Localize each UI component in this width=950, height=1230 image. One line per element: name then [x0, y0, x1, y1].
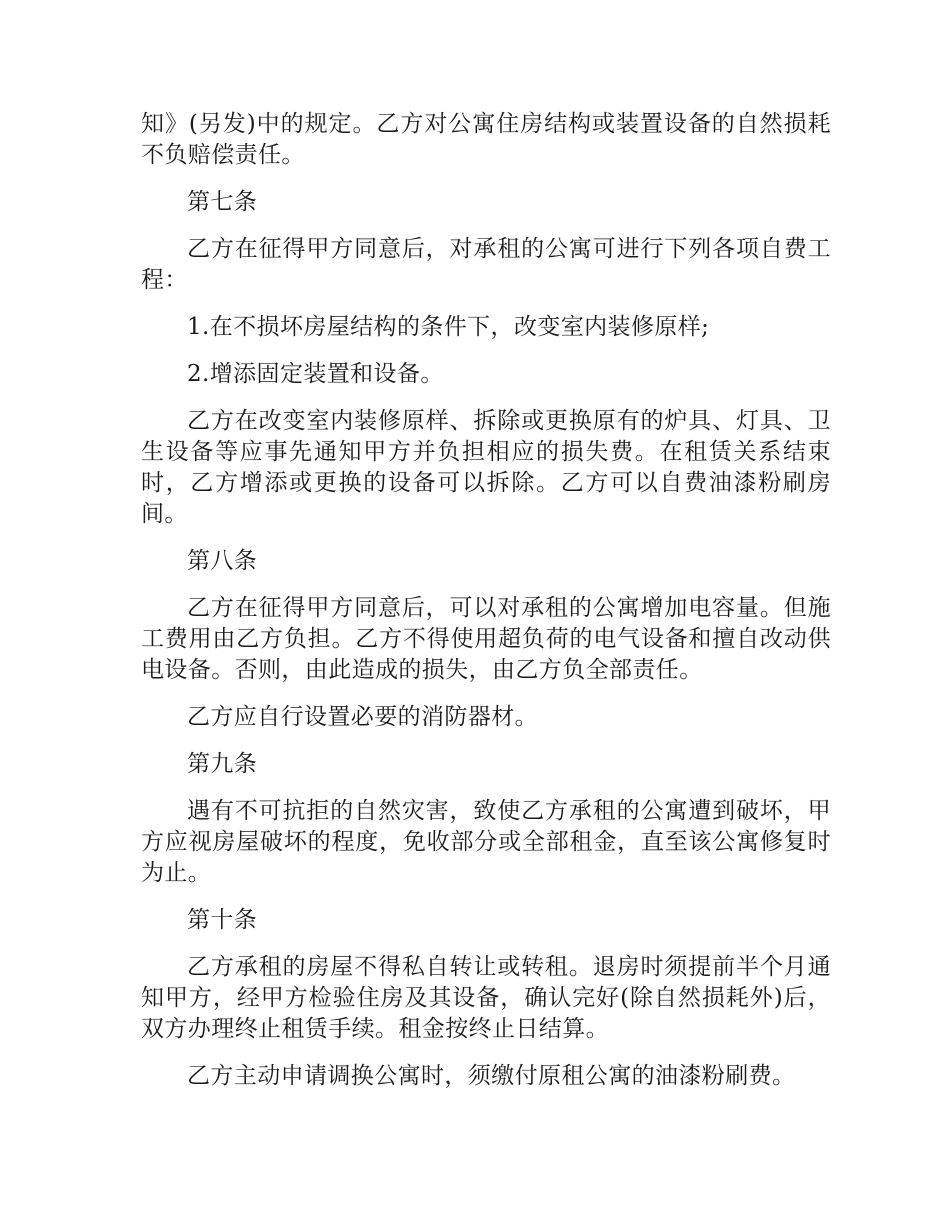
article-10-heading: 第十条: [187, 907, 258, 933]
article-8-paragraph-2: 乙方应自行设置必要的消防器材。: [187, 704, 538, 730]
article-8-paragraph: 乙方在征得甲方同意后，可以对承租的公寓增加电容量。但施工费用由乙方负担。乙方不得使用超负荷的电气设备和擅自改动供电设备。否则，由此造成的损失，由乙方负全部责任。: [141, 595, 831, 683]
paragraph-continuation: 知》(另发)中的规定。乙方对公寓住房结构或装置设备的自然损耗不负赔偿责任。: [141, 111, 831, 168]
article-9-paragraph: 遇有不可抗拒的自然灾害，致使乙方承租的公寓遭到破坏，甲方应视房屋破坏的程度，免收部分或全部租金，直至该公寓修复时为止。: [141, 798, 831, 886]
article-7-item-2: 2.增添固定装置和设备。: [187, 361, 444, 387]
article-10-paragraph-2: 乙方主动申请调换公寓时，须缴付原租公寓的油漆粉刷费。: [187, 1063, 796, 1089]
document-body: [141, 109, 831, 1108]
article-7-paragraph-2: 乙方在改变室内装修原样、拆除或更换原有的炉具、灯具、卫生设备等应事先通知甲方并负担相应的损失费。在租赁关系结束时，乙方增添或更换的设备可以拆除。乙方可以自费油漆粉刷房间。: [141, 408, 831, 527]
article-7-heading: 第七条: [187, 189, 258, 215]
article-7-item-1: 1.在不损坏房屋结构的条件下，改变室内装修原样;: [187, 314, 710, 340]
article-8-heading: 第八条: [187, 548, 258, 574]
article-10-paragraph: 乙方承租的房屋不得私自转让或转租。退房时须提前半个月通知甲方，经甲方检验住房及其设备，确认完好(除自然损耗外)后，双方办理终止租赁手续。租金按终止日结算。: [141, 954, 831, 1042]
article-7-paragraph: 乙方在征得甲方同意后，对承租的公寓可进行下列各项自费工程：: [141, 236, 831, 293]
article-9-heading: 第九条: [187, 751, 258, 777]
